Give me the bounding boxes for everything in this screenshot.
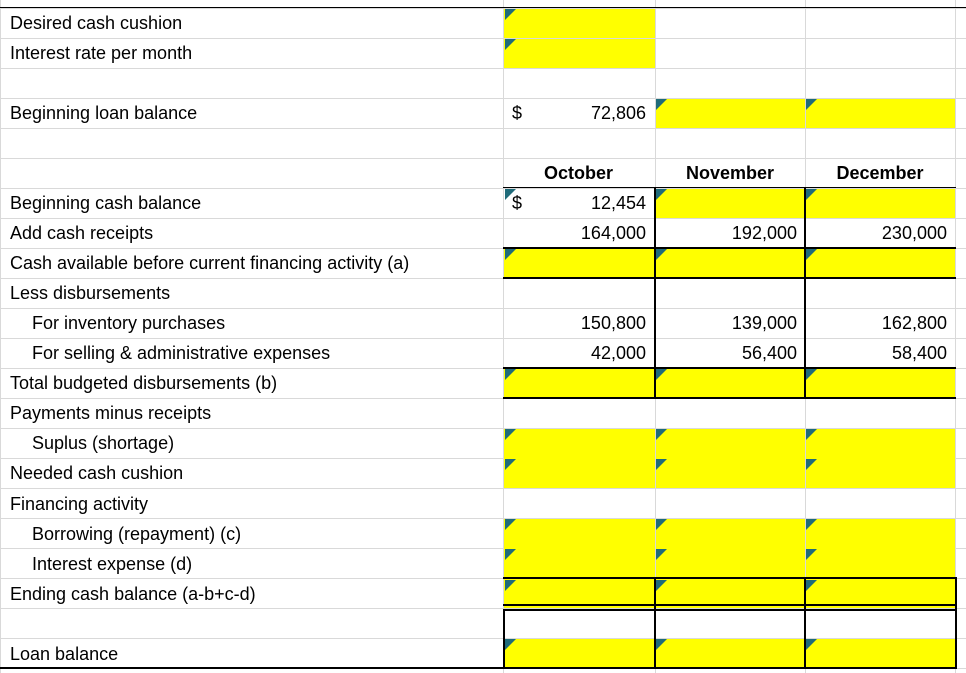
label-cash-receipts: Add cash receipts [10,223,154,243]
label-interest-expense: Interest expense (d) [32,554,193,574]
cell-marker-icon [656,249,667,260]
selling-admin-dec: 58,400 [891,343,947,363]
label-surplus-shortage: Suplus (shortage) [32,433,175,453]
label-total-disbursements: Total budgeted disbursements (b) [10,373,278,393]
cell-marker-icon [806,459,817,470]
cell-marker-icon [505,580,516,591]
currency-symbol: $ [512,193,523,213]
input-beg-cash-nov[interactable] [656,189,805,218]
input-loan-nov[interactable] [656,99,805,128]
label-selling-admin: For selling & administrative expenses [32,343,331,363]
input-financing-dec[interactable] [806,519,955,608]
cell-marker-icon [505,459,516,470]
beginning-loan-value: 72,806 [590,103,646,123]
label-payments-minus-receipts: Payments minus receipts [10,403,212,423]
input-financing-oct[interactable] [504,519,655,608]
cell-marker-icon [806,519,817,530]
input-total-disb-nov[interactable] [656,369,805,398]
cell-marker-icon [806,580,817,591]
cell-marker-icon [505,249,516,260]
label-beginning-loan-balance: Beginning loan balance [10,103,198,123]
input-total-disb-oct[interactable] [504,369,655,398]
cash-receipts-nov: 192,000 [731,223,797,243]
input-loan-balance-nov[interactable] [656,639,805,668]
input-available-nov[interactable] [656,249,805,278]
beginning-cash-oct: 12,454 [590,193,646,213]
input-desired-cash-cushion[interactable] [504,9,655,38]
cell-marker-icon [656,580,667,591]
cell-marker-icon [656,369,667,380]
currency-symbol: $ [512,103,523,123]
label-desired-cash-cushion: Desired cash cushion [10,13,183,33]
label-cash-available: Cash available before current financing activity (a) [10,253,410,273]
cell-marker-icon [656,189,667,200]
header-december: December [836,163,924,183]
label-financing-activity: Financing activity [10,494,149,514]
cell-marker-icon [806,99,817,110]
label-loan-balance: Loan balance [10,644,119,664]
label-beginning-cash: Beginning cash balance [10,193,202,213]
inventory-dec: 162,800 [881,313,947,333]
label-ending-cash-balance: Ending cash balance (a-b+c-d) [10,584,256,604]
input-available-oct[interactable] [504,249,655,278]
cell-marker-icon [505,369,516,380]
input-surplus-cushion-nov[interactable] [656,429,805,488]
cell-marker-icon [656,549,667,560]
label-needed-cash-cushion: Needed cash cushion [10,463,184,483]
label-interest-rate: Interest rate per month [10,43,193,63]
input-loan-balance-oct[interactable] [504,639,655,668]
selling-admin-oct: 42,000 [590,343,646,363]
selling-admin-nov: 56,400 [741,343,797,363]
cash-receipts-oct: 164,000 [580,223,646,243]
cell-marker-icon [656,429,667,440]
inventory-oct: 150,800 [580,313,646,333]
cell-marker-icon [656,639,667,650]
input-loan-dec[interactable] [806,99,955,128]
label-borrowing-repayment: Borrowing (repayment) (c) [32,524,242,544]
cell-marker-icon [505,9,516,20]
cell-marker-icon [806,369,817,380]
cell-marker-icon [806,429,817,440]
header-november: November [685,163,775,183]
cash-receipts-dec: 230,000 [881,223,947,243]
cell-marker-icon [505,39,516,50]
cell-marker-icon [656,519,667,530]
input-loan-balance-dec[interactable] [806,639,955,668]
input-surplus-cushion-dec[interactable] [806,429,955,488]
inventory-nov: 139,000 [731,313,797,333]
input-surplus-cushion-oct[interactable] [504,429,655,488]
input-interest-rate[interactable] [504,39,655,68]
cell-marker-icon [656,459,667,470]
cell-marker-icon [806,549,817,560]
label-inventory-purchases: For inventory purchases [32,313,226,333]
input-total-disb-dec[interactable] [806,369,955,398]
header-october: October [543,163,613,183]
cell-marker-icon [656,99,667,110]
cell-marker-icon [505,639,516,650]
input-financing-nov[interactable] [656,519,805,608]
cell-marker-icon [806,189,817,200]
cell-marker-icon [806,639,817,650]
input-beg-cash-dec[interactable] [806,189,955,218]
label-less-disbursements: Less disbursements [10,283,171,303]
cell-marker-icon [806,249,817,260]
input-available-dec[interactable] [806,249,955,278]
